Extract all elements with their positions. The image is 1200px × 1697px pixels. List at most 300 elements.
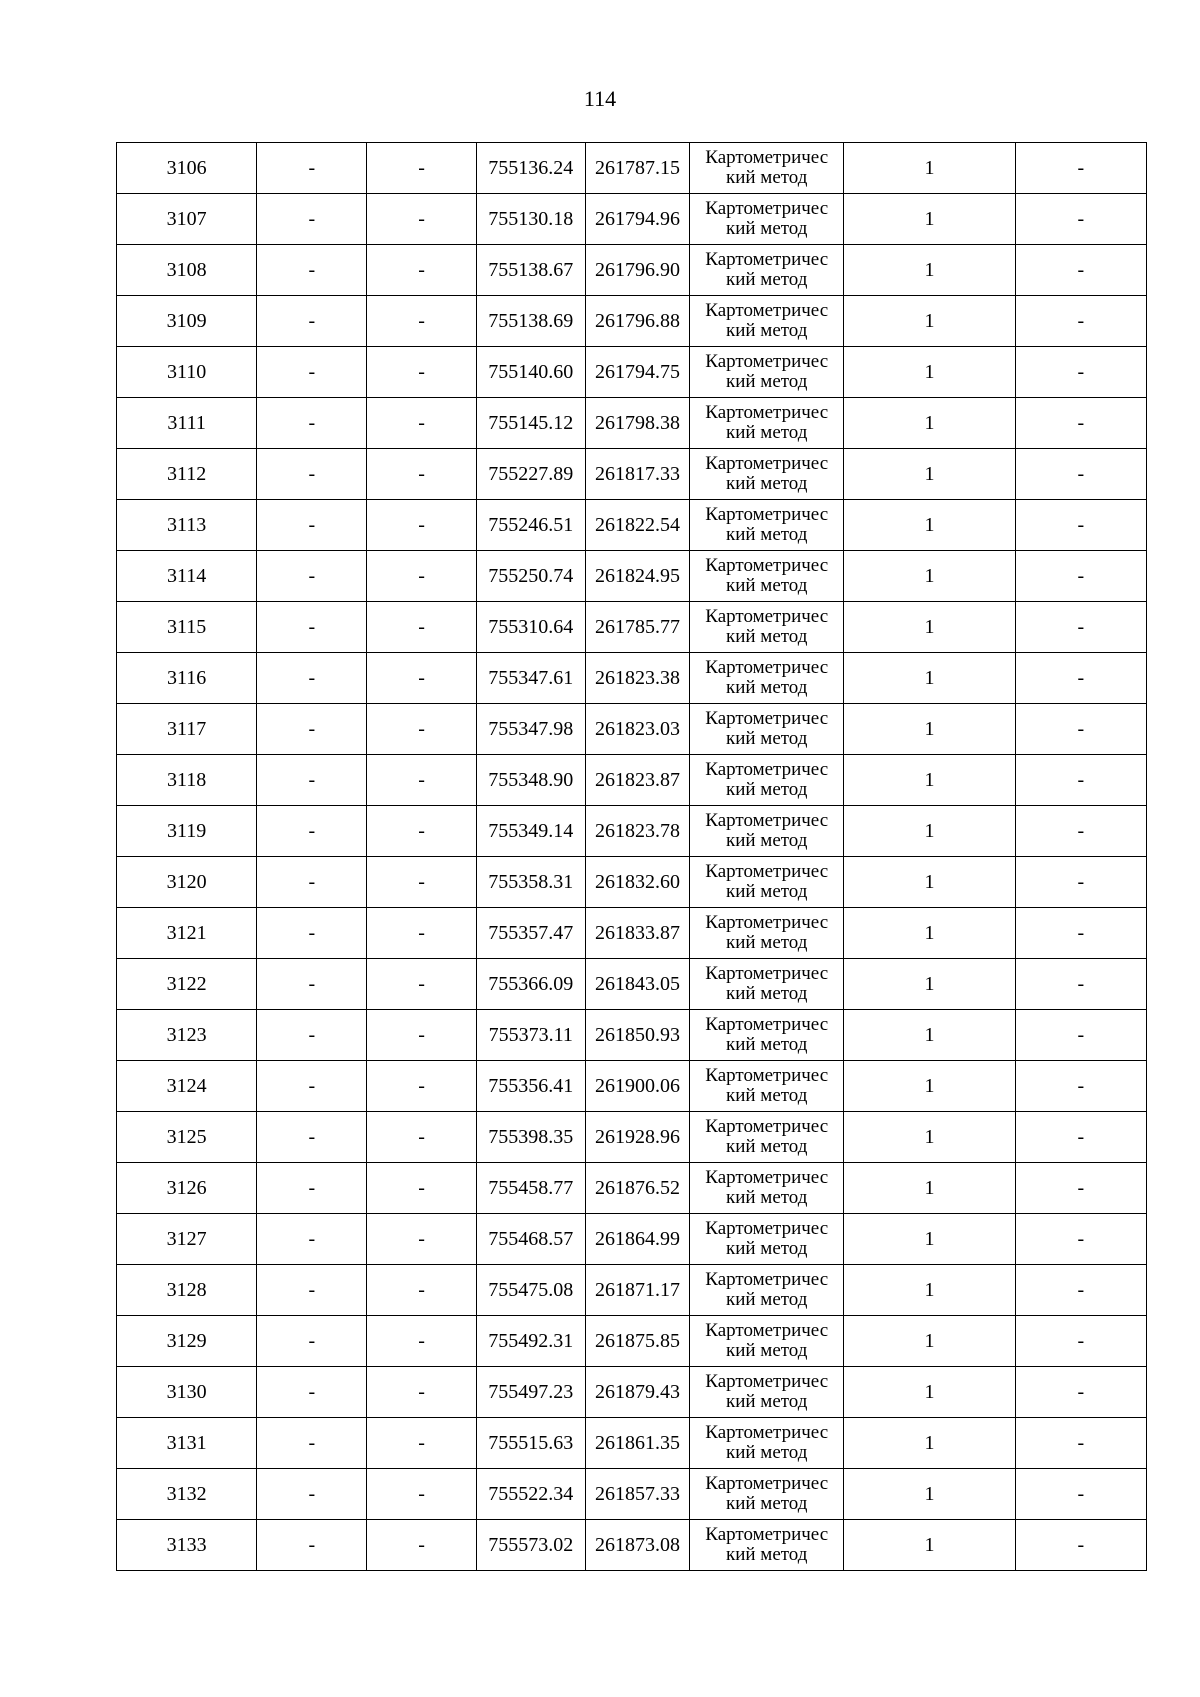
method-cell (690, 1316, 844, 1367)
column-7-cell: 1 (844, 1214, 1015, 1265)
column-7-cell: 1 (844, 143, 1015, 194)
y-coordinate-cell: 261928.96 (585, 1112, 689, 1163)
method-cell (690, 500, 844, 551)
x-coordinate-cell: 755357.47 (476, 908, 585, 959)
column-2-cell: - (257, 245, 367, 296)
column-8-cell: - (1015, 1010, 1146, 1061)
column-7-cell: 1 (844, 1265, 1015, 1316)
method-cell (690, 1367, 844, 1418)
table-row (117, 959, 1147, 1010)
column-2-cell: - (257, 1061, 367, 1112)
method-text-line-2: кий метод (725, 371, 808, 392)
column-3-cell: - (367, 1520, 476, 1571)
column-8-cell: - (1015, 347, 1146, 398)
method-cell (690, 1265, 844, 1316)
method-text-line-2: кий метод (725, 779, 808, 800)
column-7-cell: 1 (844, 959, 1015, 1010)
method-text-line-1: Картометричес (705, 1320, 829, 1341)
y-coordinate-cell: 261850.93 (585, 1010, 689, 1061)
point-number-cell: 3124 (117, 1061, 257, 1112)
table-row (117, 449, 1147, 500)
method-cell (690, 1163, 844, 1214)
method-text-line-1: Картометричес (705, 1524, 829, 1545)
method-text-line-2: кий метод (725, 1034, 808, 1055)
coordinates-table (116, 142, 1147, 1571)
x-coordinate-cell: 755573.02 (476, 1520, 585, 1571)
table-row (117, 755, 1147, 806)
point-number-cell: 3127 (117, 1214, 257, 1265)
point-number-cell: 3115 (117, 602, 257, 653)
column-8-cell: - (1015, 653, 1146, 704)
method-text-line-1: Картометричес (705, 1065, 829, 1086)
column-2-cell: - (257, 1418, 367, 1469)
column-7-cell: 1 (844, 449, 1015, 500)
x-coordinate-cell: 755468.57 (476, 1214, 585, 1265)
column-8-cell: - (1015, 1061, 1146, 1112)
x-coordinate-cell: 755358.31 (476, 857, 585, 908)
method-text-line-2: кий метод (725, 1340, 808, 1361)
column-7-cell: 1 (844, 806, 1015, 857)
column-3-cell: - (367, 806, 476, 857)
column-3-cell: - (367, 1163, 476, 1214)
method-text-line-2: кий метод (725, 1442, 808, 1463)
column-8-cell: - (1015, 245, 1146, 296)
method-text-line-2: кий метод (725, 830, 808, 851)
column-3-cell: - (367, 908, 476, 959)
column-3-cell: - (367, 245, 476, 296)
method-text-line-1: Картометричес (705, 249, 829, 270)
point-number-cell: 3133 (117, 1520, 257, 1571)
column-2-cell: - (257, 908, 367, 959)
column-3-cell: - (367, 1469, 476, 1520)
method-cell (690, 1112, 844, 1163)
point-number-cell: 3107 (117, 194, 257, 245)
x-coordinate-cell: 755227.89 (476, 449, 585, 500)
table-row (117, 602, 1147, 653)
method-cell (690, 806, 844, 857)
point-number-cell: 3132 (117, 1469, 257, 1520)
y-coordinate-cell: 261822.54 (585, 500, 689, 551)
method-cell (690, 551, 844, 602)
x-coordinate-cell: 755497.23 (476, 1367, 585, 1418)
column-8-cell: - (1015, 806, 1146, 857)
method-text-line-1: Картометричес (705, 504, 829, 525)
column-2-cell: - (257, 755, 367, 806)
table-row (117, 1316, 1147, 1367)
column-2-cell: - (257, 857, 367, 908)
column-8-cell: - (1015, 1469, 1146, 1520)
column-2-cell: - (257, 1316, 367, 1367)
method-text-line-1: Картометричес (705, 351, 829, 372)
x-coordinate-cell: 755475.08 (476, 1265, 585, 1316)
column-8-cell: - (1015, 1367, 1146, 1418)
column-7-cell: 1 (844, 1010, 1015, 1061)
method-text-line-2: кий метод (725, 728, 808, 749)
method-text-line-1: Картометричес (705, 453, 829, 474)
column-2-cell: - (257, 1367, 367, 1418)
table-row (117, 296, 1147, 347)
table-row (117, 551, 1147, 602)
method-cell (690, 1520, 844, 1571)
x-coordinate-cell: 755140.60 (476, 347, 585, 398)
column-8-cell: - (1015, 908, 1146, 959)
table-row (117, 1418, 1147, 1469)
method-cell (690, 1418, 844, 1469)
method-text-line-2: кий метод (725, 1085, 808, 1106)
method-text-line-2: кий метод (725, 1391, 808, 1412)
method-cell (690, 143, 844, 194)
method-text-line-2: кий метод (725, 881, 808, 902)
method-text-line-1: Картометричес (705, 198, 829, 219)
column-7-cell: 1 (844, 347, 1015, 398)
method-cell (690, 1061, 844, 1112)
column-7-cell: 1 (844, 398, 1015, 449)
method-text-line-2: кий метод (725, 983, 808, 1004)
column-8-cell: - (1015, 1316, 1146, 1367)
column-8-cell: - (1015, 500, 1146, 551)
column-7-cell: 1 (844, 1418, 1015, 1469)
column-2-cell: - (257, 296, 367, 347)
x-coordinate-cell: 755145.12 (476, 398, 585, 449)
point-number-cell: 3131 (117, 1418, 257, 1469)
x-coordinate-cell: 755348.90 (476, 755, 585, 806)
method-text-line-2: кий метод (725, 677, 808, 698)
column-2-cell: - (257, 1520, 367, 1571)
table-row (117, 500, 1147, 551)
x-coordinate-cell: 755136.24 (476, 143, 585, 194)
column-8-cell: - (1015, 1418, 1146, 1469)
point-number-cell: 3108 (117, 245, 257, 296)
column-3-cell: - (367, 143, 476, 194)
column-2-cell: - (257, 1214, 367, 1265)
column-7-cell: 1 (844, 1469, 1015, 1520)
column-8-cell: - (1015, 551, 1146, 602)
column-8-cell: - (1015, 704, 1146, 755)
method-text-line-2: кий метод (725, 422, 808, 443)
y-coordinate-cell: 261794.75 (585, 347, 689, 398)
method-text-line-2: кий метод (725, 269, 808, 290)
y-coordinate-cell: 261787.15 (585, 143, 689, 194)
x-coordinate-cell: 755138.67 (476, 245, 585, 296)
table-row (117, 908, 1147, 959)
column-2-cell: - (257, 551, 367, 602)
x-coordinate-cell: 755347.98 (476, 704, 585, 755)
column-2-cell: - (257, 1265, 367, 1316)
column-8-cell: - (1015, 143, 1146, 194)
method-text-line-1: Картометричес (705, 1014, 829, 1035)
x-coordinate-cell: 755492.31 (476, 1316, 585, 1367)
column-7-cell: 1 (844, 704, 1015, 755)
method-cell (690, 857, 844, 908)
column-3-cell: - (367, 296, 476, 347)
table-row (117, 194, 1147, 245)
column-7-cell: 1 (844, 1316, 1015, 1367)
method-text-line-2: кий метод (725, 167, 808, 188)
table-row (117, 143, 1147, 194)
point-number-cell: 3119 (117, 806, 257, 857)
table-row (117, 1163, 1147, 1214)
table-row (117, 704, 1147, 755)
method-cell (690, 959, 844, 1010)
column-3-cell: - (367, 398, 476, 449)
column-8-cell: - (1015, 398, 1146, 449)
column-8-cell: - (1015, 755, 1146, 806)
column-2-cell: - (257, 704, 367, 755)
point-number-cell: 3110 (117, 347, 257, 398)
method-text-line-1: Картометричес (705, 1473, 829, 1494)
column-7-cell: 1 (844, 245, 1015, 296)
x-coordinate-cell: 755130.18 (476, 194, 585, 245)
method-text-line-1: Картометричес (705, 810, 829, 831)
point-number-cell: 3123 (117, 1010, 257, 1061)
column-3-cell: - (367, 1010, 476, 1061)
column-8-cell: - (1015, 1112, 1146, 1163)
column-7-cell: 1 (844, 500, 1015, 551)
table-row (117, 653, 1147, 704)
column-7-cell: 1 (844, 194, 1015, 245)
y-coordinate-cell: 261833.87 (585, 908, 689, 959)
column-3-cell: - (367, 1061, 476, 1112)
column-7-cell: 1 (844, 1061, 1015, 1112)
column-3-cell: - (367, 1367, 476, 1418)
x-coordinate-cell: 755310.64 (476, 602, 585, 653)
method-cell (690, 449, 844, 500)
point-number-cell: 3117 (117, 704, 257, 755)
column-8-cell: - (1015, 296, 1146, 347)
y-coordinate-cell: 261876.52 (585, 1163, 689, 1214)
column-3-cell: - (367, 1316, 476, 1367)
column-8-cell: - (1015, 1520, 1146, 1571)
column-7-cell: 1 (844, 857, 1015, 908)
method-text-line-2: кий метод (725, 524, 808, 545)
point-number-cell: 3130 (117, 1367, 257, 1418)
y-coordinate-cell: 261823.78 (585, 806, 689, 857)
y-coordinate-cell: 261796.88 (585, 296, 689, 347)
column-7-cell: 1 (844, 755, 1015, 806)
y-coordinate-cell: 261900.06 (585, 1061, 689, 1112)
point-number-cell: 3128 (117, 1265, 257, 1316)
y-coordinate-cell: 261785.77 (585, 602, 689, 653)
table-row (117, 1367, 1147, 1418)
method-text-line-2: кий метод (725, 473, 808, 494)
x-coordinate-cell: 755349.14 (476, 806, 585, 857)
table-row (117, 1520, 1147, 1571)
column-8-cell: - (1015, 194, 1146, 245)
column-8-cell: - (1015, 959, 1146, 1010)
column-8-cell: - (1015, 602, 1146, 653)
column-3-cell: - (367, 500, 476, 551)
x-coordinate-cell: 755138.69 (476, 296, 585, 347)
column-3-cell: - (367, 602, 476, 653)
column-8-cell: - (1015, 1265, 1146, 1316)
y-coordinate-cell: 261832.60 (585, 857, 689, 908)
point-number-cell: 3129 (117, 1316, 257, 1367)
column-2-cell: - (257, 1163, 367, 1214)
y-coordinate-cell: 261857.33 (585, 1469, 689, 1520)
y-coordinate-cell: 261798.38 (585, 398, 689, 449)
method-text-line-2: кий метод (725, 1136, 808, 1157)
x-coordinate-cell: 755347.61 (476, 653, 585, 704)
method-text-line-2: кий метод (725, 218, 808, 239)
column-7-cell: 1 (844, 908, 1015, 959)
column-3-cell: - (367, 347, 476, 398)
column-3-cell: - (367, 449, 476, 500)
y-coordinate-cell: 261864.99 (585, 1214, 689, 1265)
column-7-cell: 1 (844, 1367, 1015, 1418)
point-number-cell: 3126 (117, 1163, 257, 1214)
x-coordinate-cell: 755373.11 (476, 1010, 585, 1061)
y-coordinate-cell: 261796.90 (585, 245, 689, 296)
column-3-cell: - (367, 1265, 476, 1316)
point-number-cell: 3106 (117, 143, 257, 194)
method-text-line-1: Картометричес (705, 708, 829, 729)
method-text-line-1: Картометричес (705, 147, 829, 168)
column-2-cell: - (257, 806, 367, 857)
y-coordinate-cell: 261823.87 (585, 755, 689, 806)
table-row (117, 347, 1147, 398)
method-text-line-2: кий метод (725, 575, 808, 596)
table-row (117, 806, 1147, 857)
column-3-cell: - (367, 704, 476, 755)
column-2-cell: - (257, 347, 367, 398)
column-2-cell: - (257, 602, 367, 653)
y-coordinate-cell: 261873.08 (585, 1520, 689, 1571)
method-text-line-1: Картометричес (705, 1371, 829, 1392)
column-7-cell: 1 (844, 1163, 1015, 1214)
method-text-line-2: кий метод (725, 1493, 808, 1514)
column-8-cell: - (1015, 1163, 1146, 1214)
column-2-cell: - (257, 1010, 367, 1061)
point-number-cell: 3111 (117, 398, 257, 449)
column-3-cell: - (367, 857, 476, 908)
point-number-cell: 3121 (117, 908, 257, 959)
column-2-cell: - (257, 143, 367, 194)
method-text-line-2: кий метод (725, 1289, 808, 1310)
table-row (117, 1112, 1147, 1163)
page-number: 114 (583, 86, 617, 111)
method-text-line-2: кий метод (725, 320, 808, 341)
y-coordinate-cell: 261824.95 (585, 551, 689, 602)
method-text-line-1: Картометричес (705, 606, 829, 627)
point-number-cell: 3118 (117, 755, 257, 806)
method-text-line-2: кий метод (725, 1187, 808, 1208)
column-8-cell: - (1015, 1214, 1146, 1265)
method-cell (690, 653, 844, 704)
y-coordinate-cell: 261875.85 (585, 1316, 689, 1367)
method-cell (690, 1469, 844, 1520)
point-number-cell: 3114 (117, 551, 257, 602)
x-coordinate-cell: 755356.41 (476, 1061, 585, 1112)
x-coordinate-cell: 755458.77 (476, 1163, 585, 1214)
method-cell (690, 194, 844, 245)
column-8-cell: - (1015, 449, 1146, 500)
method-text-line-1: Картометричес (705, 963, 829, 984)
method-text-line-1: Картометричес (705, 912, 829, 933)
method-cell (690, 1010, 844, 1061)
x-coordinate-cell: 755246.51 (476, 500, 585, 551)
table-row (117, 1469, 1147, 1520)
method-text-line-2: кий метод (725, 932, 808, 953)
method-cell (690, 398, 844, 449)
column-3-cell: - (367, 1214, 476, 1265)
column-7-cell: 1 (844, 551, 1015, 602)
x-coordinate-cell: 755522.34 (476, 1469, 585, 1520)
y-coordinate-cell: 261817.33 (585, 449, 689, 500)
method-text-line-1: Картометричес (705, 861, 829, 882)
method-cell (690, 1214, 844, 1265)
y-coordinate-cell: 261823.03 (585, 704, 689, 755)
x-coordinate-cell: 755250.74 (476, 551, 585, 602)
method-text-line-2: кий метод (725, 1544, 808, 1565)
method-text-line-2: кий метод (725, 1238, 808, 1259)
column-2-cell: - (257, 959, 367, 1010)
column-3-cell: - (367, 653, 476, 704)
x-coordinate-cell: 755515.63 (476, 1418, 585, 1469)
method-text-line-1: Картометричес (705, 1422, 829, 1443)
point-number-cell: 3122 (117, 959, 257, 1010)
point-number-cell: 3125 (117, 1112, 257, 1163)
point-number-cell: 3116 (117, 653, 257, 704)
method-text-line-1: Картометричес (705, 555, 829, 576)
y-coordinate-cell: 261861.35 (585, 1418, 689, 1469)
table-row (117, 1265, 1147, 1316)
table-row (117, 857, 1147, 908)
column-2-cell: - (257, 500, 367, 551)
table-row (117, 1061, 1147, 1112)
column-2-cell: - (257, 194, 367, 245)
column-3-cell: - (367, 194, 476, 245)
method-text-line-1: Картометричес (705, 1269, 829, 1290)
table-row (117, 1010, 1147, 1061)
column-7-cell: 1 (844, 1520, 1015, 1571)
method-text-line-2: кий метод (725, 626, 808, 647)
method-text-line-1: Картометричес (705, 1116, 829, 1137)
column-7-cell: 1 (844, 602, 1015, 653)
y-coordinate-cell: 261879.43 (585, 1367, 689, 1418)
method-text-line-1: Картометричес (705, 1167, 829, 1188)
method-text-line-1: Картометричес (705, 300, 829, 321)
method-cell (690, 347, 844, 398)
column-3-cell: - (367, 755, 476, 806)
point-number-cell: 3113 (117, 500, 257, 551)
column-3-cell: - (367, 551, 476, 602)
column-8-cell: - (1015, 857, 1146, 908)
column-3-cell: - (367, 959, 476, 1010)
method-text-line-1: Картометричес (705, 657, 829, 678)
point-number-cell: 3109 (117, 296, 257, 347)
y-coordinate-cell: 261871.17 (585, 1265, 689, 1316)
table-row (117, 398, 1147, 449)
method-cell (690, 908, 844, 959)
method-text-line-1: Картометричес (705, 1218, 829, 1239)
column-2-cell: - (257, 398, 367, 449)
column-3-cell: - (367, 1418, 476, 1469)
column-2-cell: - (257, 449, 367, 500)
method-cell (690, 296, 844, 347)
point-number-cell: 3112 (117, 449, 257, 500)
method-text-line-1: Картометричес (705, 402, 829, 423)
column-7-cell: 1 (844, 296, 1015, 347)
table-row (117, 1214, 1147, 1265)
method-text-line-1: Картометричес (705, 759, 829, 780)
table-body (117, 143, 1147, 1571)
column-2-cell: - (257, 1469, 367, 1520)
y-coordinate-cell: 261794.96 (585, 194, 689, 245)
x-coordinate-cell: 755366.09 (476, 959, 585, 1010)
y-coordinate-cell: 261823.38 (585, 653, 689, 704)
method-cell (690, 602, 844, 653)
column-7-cell: 1 (844, 653, 1015, 704)
